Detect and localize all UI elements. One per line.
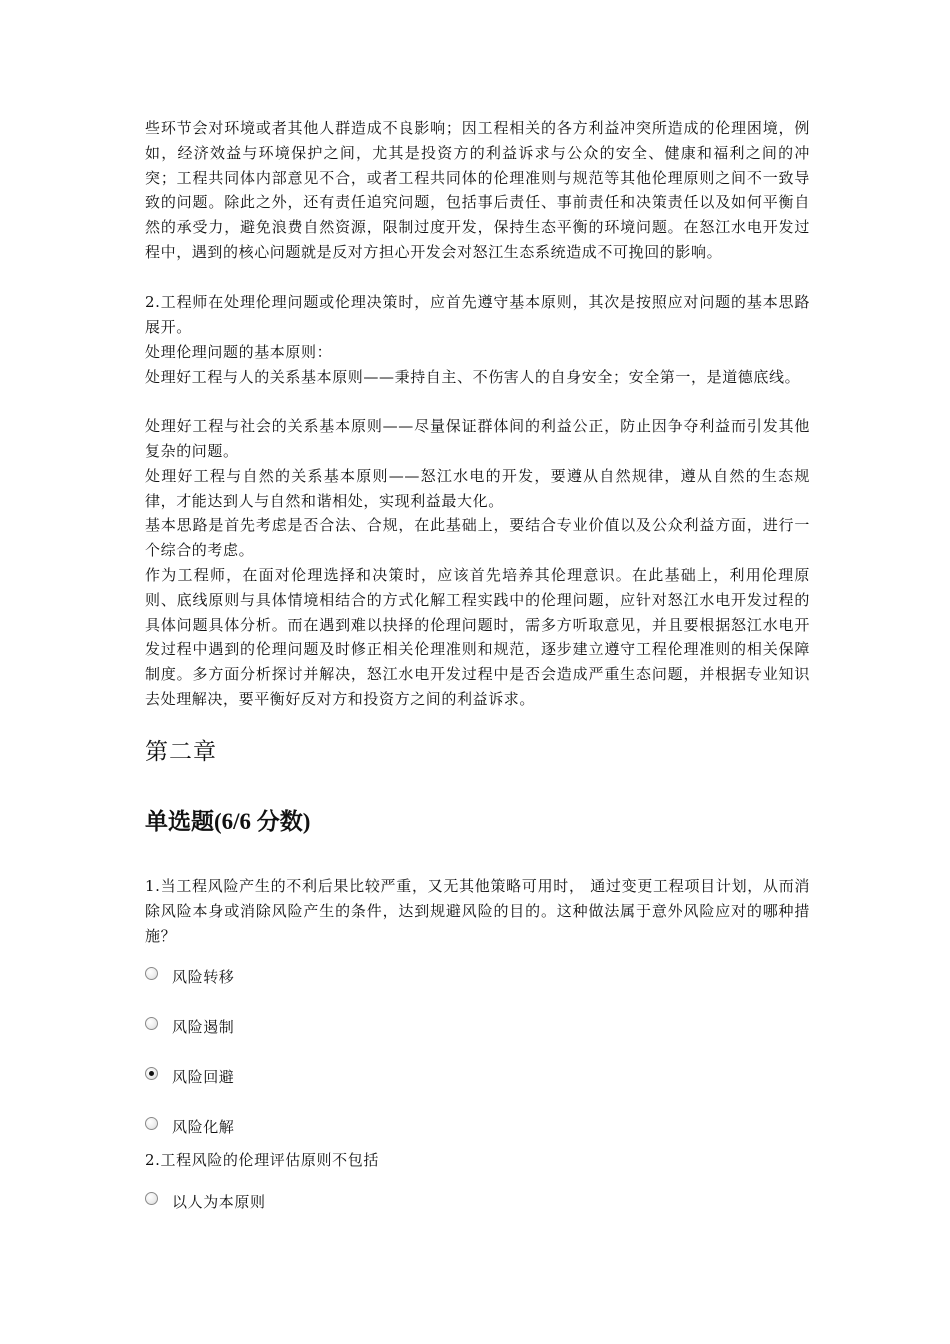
question-2-text: 2.工程风险的伦理评估原则不包括: [145, 1151, 379, 1169]
option-label: 风险转移: [172, 968, 235, 986]
radio-unchecked-icon[interactable]: [145, 1192, 158, 1205]
radio-checked-icon[interactable]: [145, 1067, 158, 1080]
option-label: 风险回避: [172, 1068, 235, 1086]
section-title: [145, 807, 310, 837]
question-1-text: 1.当工程风险产生的不利后果比较严重，又无其他策略可用时， 通过变更工程项目计划，从而消除风险本身或消除风险产生的条件，达到规避风险的目的。这种做法属于意外风险应对的哪种措施？: [145, 877, 810, 945]
option-label: 风险遏制: [172, 1018, 235, 1036]
paragraph-principle-society: 处理好工程与社会的关系基本原则——尽量保证群体间的利益公正，防止因争夺利益而引发其他复杂的问题。: [145, 417, 810, 460]
radio-unchecked-icon[interactable]: [145, 967, 158, 980]
paragraph-ethical-issues: 些环节会对环境或者其他人群造成不良影响；因工程相关的各方利益冲突所造成的伦理困境，例如，经济效益与环境保护之间，尤其是投资方的利益诉求与公众的安全、健康和福利之间的冲突；工程共同体内部意见不合，或者工程共同体的伦理准则与规范等其他伦理原则之间不一致导致的问题。除此之外，还有责任追究问题，包括事后责任、事前责任和决策责任以及如何平衡自然的承受力，避免浪费自然资源，限制过度开发，保持生态平衡的环境问题。在怒江水电开发过程中，遇到的核心问题就是反对方担心开发会对怒江生态系统造成不可挽回的影响。: [145, 119, 810, 261]
paragraph-principle-people: 处理好工程与人的关系基本原则——秉持自主、不伤害人的自身安全；安全第一，是道德底线。: [145, 368, 801, 386]
paragraph-basic-approach: 基本思路是首先考虑是否合法、合规，在此基础上，要结合专业价值以及公众利益方面，进行一个综合的考虑。: [145, 516, 810, 559]
radio-unchecked-icon[interactable]: [145, 1017, 158, 1030]
question-1-option-3[interactable]: [145, 1066, 234, 1088]
paragraph-question-2: 2.工程师在处理伦理问题或伦理决策时，应首先遵守基本原则，其次是按照应对问题的基本思路展开。: [145, 293, 810, 336]
option-label: 风险化解: [172, 1118, 235, 1136]
option-label: 以人为本原则: [172, 1193, 266, 1211]
question-1-option-2[interactable]: [145, 1016, 234, 1038]
question-1-option-4[interactable]: [145, 1116, 234, 1138]
radio-unchecked-icon[interactable]: [145, 1117, 158, 1130]
question-1-option-1[interactable]: [145, 966, 234, 988]
section-title-label: 单选题: [145, 808, 214, 835]
paragraph-principle-nature: 处理好工程与自然的关系基本原则——怒江水电的开发，要遵从自然规律，遵从自然的生态规律，才能达到人与自然和谐相处，实现利益最大化。: [145, 467, 810, 510]
paragraph-engineer-role: 作为工程师，在面对伦理选择和决策时，应该首先培养其伦理意识。在此基础上，利用伦理原则、底线原则与具体情境相结合的方式化解工程实践中的伦理问题，应针对怒江水电开发过程的具体问题具体分析。而在遇到难以抉择的伦理问题时，需多方听取意见，并且要根据怒江水电开发过程中遇到的伦理问题及时修正相关伦理准则和规范，逐步建立遵守工程伦理准则的相关保障制度。多方面分析探讨并解决，怒江水电开发过程中是否会造成严重生态问题，并根据专业知识去处理解决，要平衡好反对方和投资方之间的利益诉求。: [145, 566, 810, 708]
question-2-option-1[interactable]: [145, 1191, 266, 1213]
paragraph-principles-heading: 处理伦理问题的基本原则：: [145, 343, 333, 361]
section-score: (6/6 分数): [214, 809, 311, 834]
chapter-title: 第二章: [145, 739, 217, 765]
